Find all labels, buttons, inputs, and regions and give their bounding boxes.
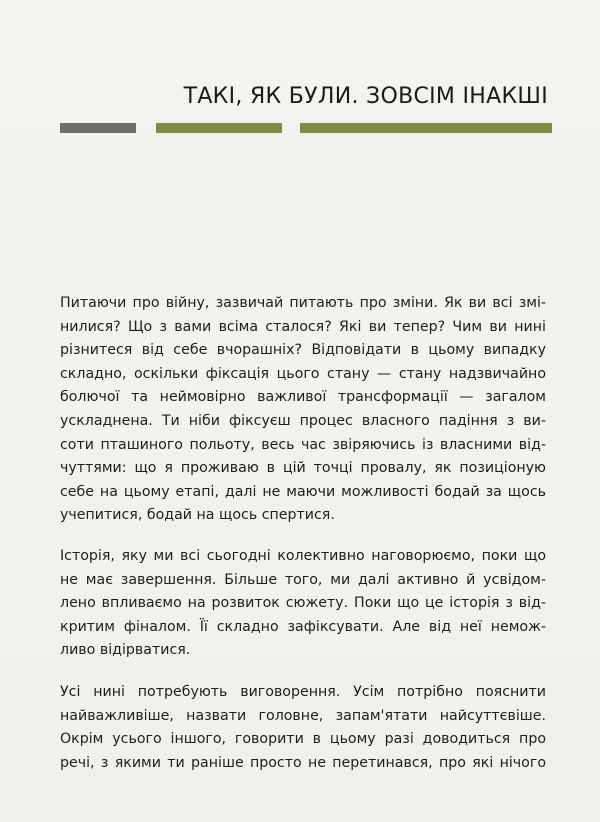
paragraph-3 [60,681,546,775]
text-line: складно, оскільки фіксація цього стану — стану надзвичайно [60,365,546,382]
paragraph-2 [60,545,546,663]
text-line: Усі нині потребують виговорення. Усім потрібно пояснити [60,684,546,700]
text-line: найважливіше, назвати головне, запам'ятати найсуттєвіше. [60,707,546,724]
decorative-bars [60,123,552,133]
text-line: не має завершення. Більше того, ми далі активно й усвідом- [60,571,546,588]
text-line: різнитеся від себе вчорашніх? Відповідати в цьому випадку [60,342,546,359]
text-line: чуттями: що я проживаю в цій точці провалу, як позиціоную [60,460,546,477]
decorative-bar-gray [60,123,136,133]
text-line: соти пташиного польоту, весь час звіряючись із власними від- [60,436,546,453]
text-line: себе на цьому етапі, далі не маючи можливості бодай за щось [60,483,546,500]
text-line: речі, з якими ти раніше просто не перетинався, про які нічого [60,754,546,771]
text-line: нилися? Що з вами всіма сталося? Які ви тепер? Чим ви нині [60,318,546,335]
text-line: Окрім усього іншого, говорити в цьому разі доводиться про [60,731,546,748]
text-line: лено впливаємо на розвиток сюжету. Поки що це історія з від- [60,595,546,612]
chapter-title: ТАКІ, ЯК БУЛИ. ЗОВСІМ ІНАКШІ [183,84,548,109]
text-line: болючої та неймовірно важливої трансформації — загалом [60,389,546,406]
text-line: ускладнена. Ти ніби фіксуєш процес власного падіння з ви- [60,412,546,429]
text-line: учепитися, бодай на щось спертися. [60,507,335,524]
text-line: Питаючи про війну, зазвичай питають про зміни. Як ви всі змі- [60,295,546,311]
text-line: Історія, яку ми всі сьогодні колективно наговорюємо, поки що [60,548,546,564]
paragraph-1 [60,292,546,528]
text-line: ливо відірватися. [60,642,191,659]
decorative-bar-olive-long [300,123,552,133]
text-line: критим фіналом. Її складно зафіксувати. Але від неї немож- [60,618,546,635]
decorative-bar-olive-short [156,123,282,133]
